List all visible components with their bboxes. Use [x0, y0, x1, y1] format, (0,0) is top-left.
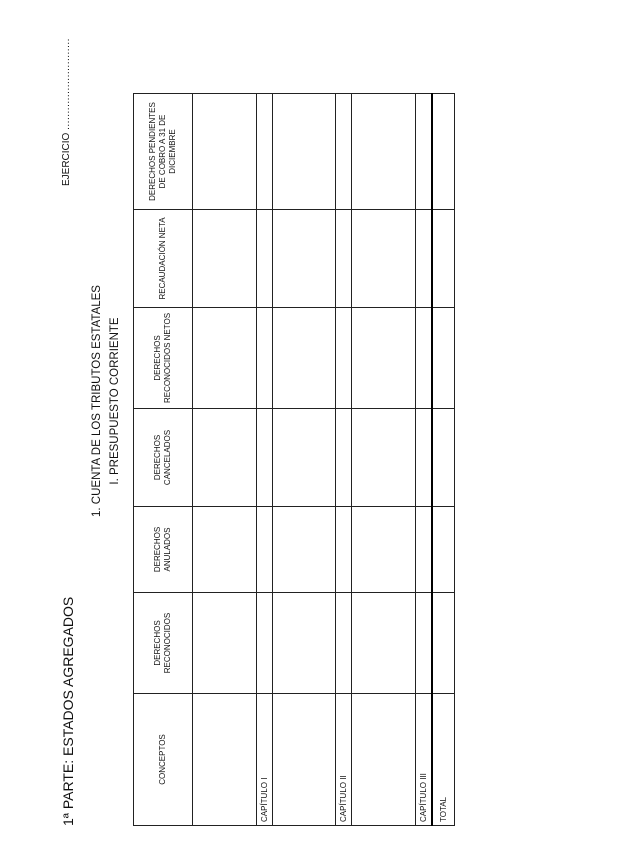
table-row: [272, 94, 335, 826]
ejercicio-label: EJERCICIO: [61, 132, 72, 186]
header-derechos-pendientes: DERECHOS PENDIENTES DE COBRO A 31 DE DICIEMBRE: [134, 94, 193, 210]
header-row: [134, 94, 193, 826]
header-derechos-reconocidos: DERECHOS RECONOCIDOS: [134, 593, 193, 694]
row-label-capitulo-i: CAPÍTULO I: [256, 694, 272, 826]
table-row-capitulo-i: [256, 94, 272, 826]
row-label-total: TOTAL: [432, 694, 455, 826]
header-conceptos: CONCEPTOS: [134, 694, 193, 826]
ejercicio-value: ............................: [61, 38, 72, 130]
part-title: 1ª PARTE: ESTADOS AGREGADOS: [60, 596, 76, 826]
table-row-capitulo-iii: [415, 94, 432, 826]
row-label-capitulo-iii: CAPÍTULO III: [415, 694, 432, 826]
header-derechos-anulados: DERECHOS ANULADOS: [134, 507, 193, 593]
table-row: [193, 94, 256, 826]
header-derechos-cancelados: DERECHOS CANCELADOS: [134, 409, 193, 507]
header-recaudacion-neta: RECAUDACIÓN NETA: [134, 210, 193, 308]
section-subheading: I. PRESUPUESTO CORRIENTE: [109, 317, 121, 485]
rotated-form-sheet: [55, 38, 465, 826]
table-row: [352, 94, 415, 826]
section-heading: 1. CUENTA DE LOS TRIBUTOS ESTATALES: [91, 285, 103, 517]
tributos-table: [133, 93, 455, 826]
header-derechos-reconocidos-netos: DERECHOS RECONOCIDOS NETOS: [134, 308, 193, 409]
table-row-total: [432, 94, 455, 826]
row-label-capitulo-ii: CAPÍTULO II: [336, 694, 352, 826]
ejercicio-field: [61, 38, 72, 186]
table-row-capitulo-ii: [336, 94, 352, 826]
